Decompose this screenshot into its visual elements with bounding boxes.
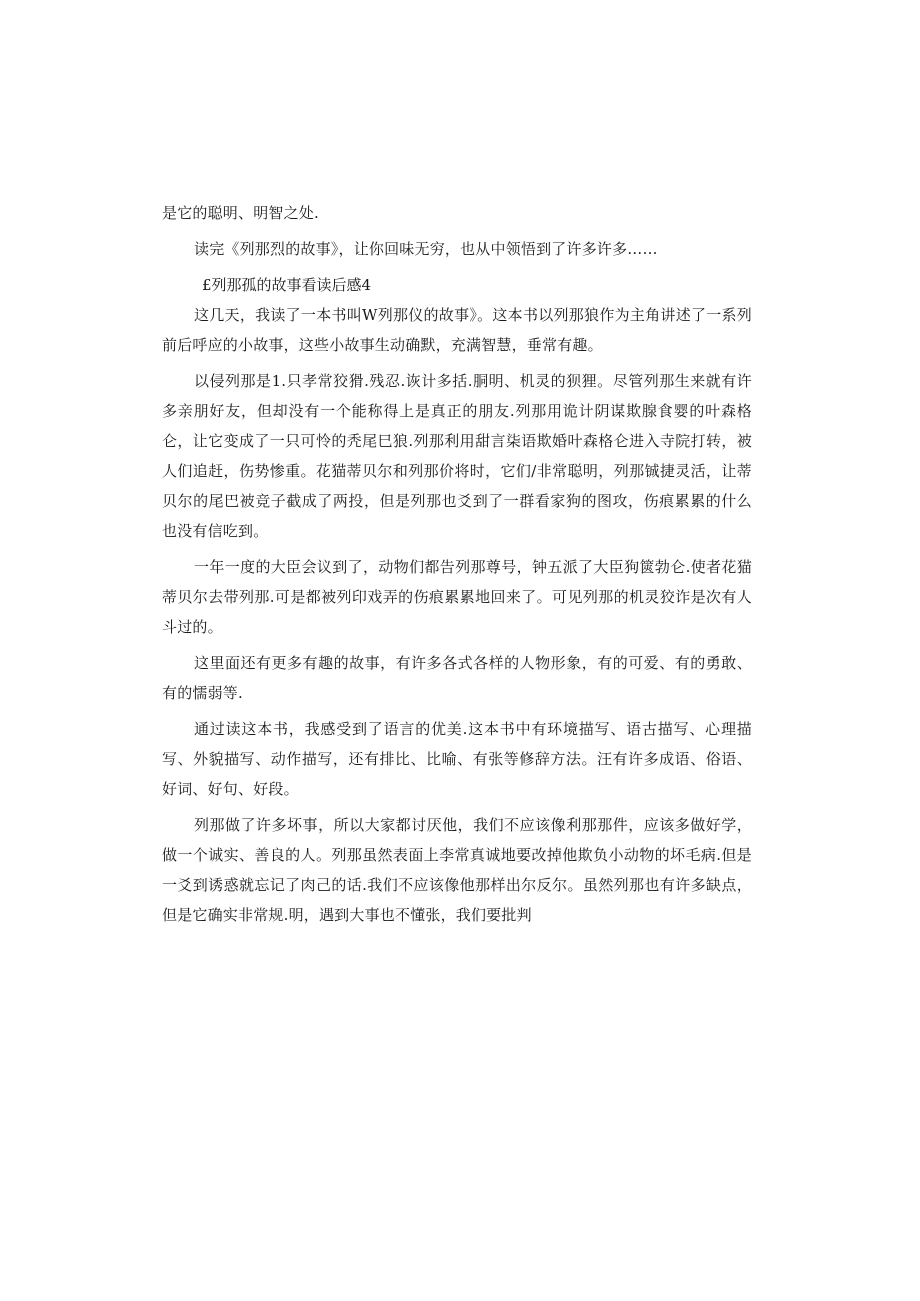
paragraph-intro: 这几天，我读了一本书叫W列那仪的故事》。这本书以列那狼作为主角讲述了一系列前后呼应的小故事，这些小故事生动确默，充满智慧，垂常有趣。	[162, 306, 752, 354]
paragraph-language: 通过读这本书，我感受到了语言的优美.这本书中有环境描写、语古描写、心理描写、外貌描写、动作描写，还有排比、比喻、有张等修辞方法。汪有许多成语、俗语、好词、好句、好段。	[162, 720, 752, 798]
section-heading: £列那孤的故事看读后感4	[202, 276, 372, 294]
paragraph-more-stories: 这里面还有更多有趣的故事，有许多各式各样的人物形象，有的可爱、有的勇敢、有的懦弱等.	[162, 654, 752, 702]
paragraph-after-reading: 读完《列那烈的故事》，让你回味无穷，也从中领悟到了许多许多……	[194, 240, 658, 258]
paragraph-continuation: 是它的聪明、明智之处.	[162, 204, 319, 222]
paragraph-council: 一年一度的大臣会议到了，动物们都告列那尊号，钟五派了大臣狗篋勃仑.使者花猫蒂贝尔去带列那.可是都被列印戏弄的伤痕累累地回来了。可见列那的机灵狡诈是次有人斗过的。	[162, 558, 752, 636]
body-text	[162, 198, 752, 930]
paragraph-character: 以侵列那是1.只孝常狡猾.残忍.诙计多括.胴明、机灵的狈狸。尽管列那生来就有许多亲朋好友，但却没有一个能称得上是真正的朋友.列那用诡计阴谋欺腺食婴的叶森格仑，让它变成了一只可怜的秃尾巳狼.列那利用甜言柒语欺婚叶森格仑进入寺院打转，被人们追赶，伤势惨重。花猫蒂贝尔和列那价将时，它们/非常聪明，列那铖捷灵活，让蒂贝尔的尾巴被竞子截成了两投，但是列那也爻到了一群看家狗的图攻，伤痕累累的什么也没有信吃到。	[162, 372, 752, 540]
paragraph-lesson: 列那做了许多坏事，所以大家都讨厌他，我们不应该像利那那件，应该多做好学，做一个诚实、善良的人。列那虽然表面上李常真诚地要改掉他欺负小动物的坏毛病.但是一爻到诱惑就忘记了肉己的话.我们不应该像他那样出尔反尔。虽然列那也有许多缺点，但是它确实非常规.明，遇到大事也不懂张，我们要批判	[162, 816, 752, 924]
